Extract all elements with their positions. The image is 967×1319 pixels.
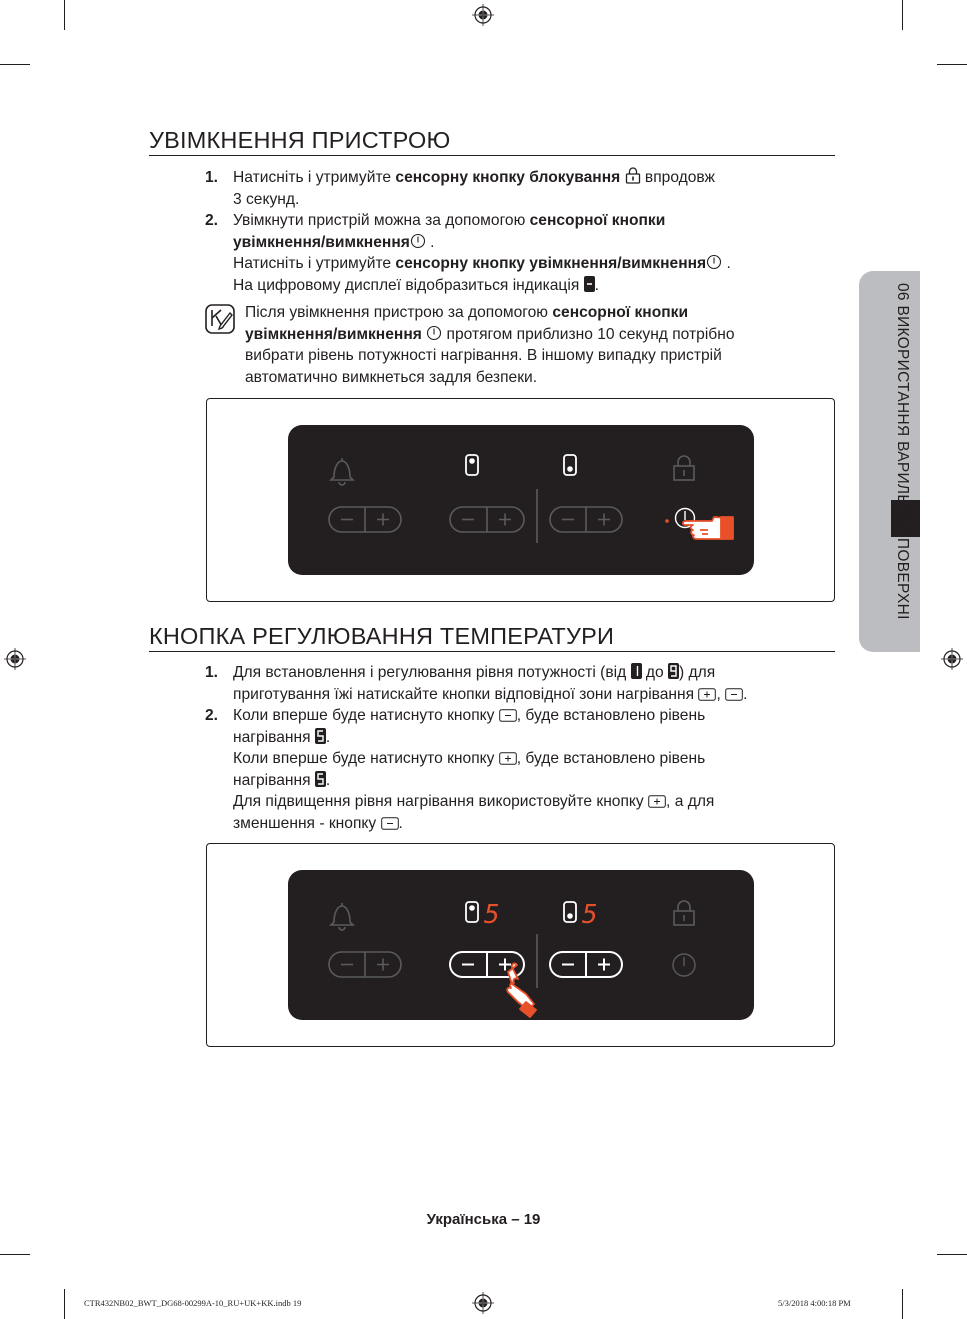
panel-controls: [288, 425, 754, 575]
chapter-label: 06 ВИКОРИСТАННЯ ВАРИЛЬНОЇ ПОВЕРХНІ: [894, 283, 911, 620]
display-level-9-icon: [668, 663, 679, 679]
step-number: 1.: [205, 664, 219, 681]
timer-minus-plus-buttons[interactable]: [329, 952, 401, 977]
power-on-steps: [205, 167, 815, 296]
lock-icon: [674, 456, 694, 480]
zone1-level-display: 5: [484, 900, 500, 930]
display-dash-icon: [584, 276, 595, 292]
list-item: 2. Увімкнути пристрій можна за допомогою сенсорної кнопки увімкнення/вимкнення . Натисніть і утримуйте сенсорну кнопку увімкнення/вимкнення . На цифровому дисплеї відобразиться індикація .: [205, 210, 815, 296]
section-title-temperature-control: КНОПКА РЕГУЛЮВАННЯ ТЕМПЕРАТУРИ: [149, 623, 835, 652]
lock-icon: [674, 901, 694, 925]
pointing-hand-icon: [683, 517, 733, 539]
list-item: 1. Для встановлення і регулювання рівня потужності (від до ) для приготування їжі натискайте кнопки відповідної зони нагрівання , .: [205, 662, 815, 705]
registration-mark-icon: [472, 4, 494, 26]
zone-front-icon: [564, 455, 576, 475]
display-level-1-icon: [631, 663, 642, 679]
crop-mark: [0, 64, 30, 65]
display-level-5-icon: [315, 771, 326, 787]
crop-mark: [0, 1254, 30, 1255]
power-icon: [426, 325, 442, 341]
timer-bell-icon: [331, 903, 353, 930]
zone-rear-icon: [466, 902, 478, 922]
page-number: Українська – 19: [426, 1211, 541, 1228]
plus-button-icon: [698, 688, 716, 701]
temperature-steps: [205, 662, 815, 834]
timer-bell-icon: [331, 458, 353, 485]
crop-mark: [937, 64, 967, 65]
cooktop-control-panel: [288, 870, 754, 1020]
power-icon: [410, 233, 426, 249]
step-number: 2.: [205, 707, 219, 724]
crop-mark: [937, 1254, 967, 1255]
registration-mark-icon: [4, 648, 26, 670]
zone1-minus-plus-buttons[interactable]: [450, 507, 524, 532]
minus-button-icon: [725, 688, 743, 701]
control-panel-figure-1: [206, 398, 835, 602]
print-file-info: CTR432NB02_BWT_DG68-00299A-10_RU+UK+KK.indb 19: [84, 1298, 302, 1308]
zone-front-icon: [564, 902, 576, 922]
panel-controls: [288, 870, 754, 1020]
list-item: 1. Натисніть і утримуйте сенсорну кнопку блокування впродовж 3 секунд.: [205, 167, 815, 210]
crop-mark: [902, 0, 903, 30]
section-title-power-on: УВІМКНЕННЯ ПРИСТРОЮ: [149, 127, 835, 156]
registration-mark-icon: [941, 648, 963, 670]
step-number: 2.: [205, 212, 219, 229]
print-date-time: 5/3/2018 4:00:18 PM: [778, 1298, 851, 1308]
cooktop-control-panel: [288, 425, 754, 575]
power-icon: [706, 254, 722, 270]
zone2-minus-plus-buttons[interactable]: [550, 507, 622, 532]
chapter-side-tab: [859, 271, 920, 652]
zone2-level-display: 5: [582, 900, 598, 930]
zone2-minus-plus-buttons[interactable]: [550, 952, 622, 977]
crop-mark: [64, 1289, 65, 1319]
timer-minus-plus-buttons[interactable]: [329, 507, 401, 532]
control-panel-figure-2: [206, 843, 835, 1047]
crop-mark: [902, 1289, 903, 1319]
crop-mark: [64, 0, 65, 30]
minus-button-icon: [381, 817, 399, 830]
display-level-5-icon: [315, 728, 326, 744]
power-button-icon[interactable]: [673, 954, 695, 976]
step-number: 1.: [205, 169, 219, 186]
plus-button-icon: [499, 752, 517, 765]
registration-mark-icon: [472, 1292, 494, 1314]
safety-note: Після увімкнення пристрою за допомогою сенсорної кнопки увімкнення/вимкнення протягом приблизно 10 секунд потрібно вибрати рівень потужності нагрівання. В іншому випадку пристрій автоматично вимкнеться задля безпеки.: [205, 302, 825, 388]
lock-icon: [625, 167, 641, 184]
zone-rear-icon: [466, 455, 478, 475]
plus-button-icon: [648, 795, 666, 808]
minus-button-icon: [499, 709, 517, 722]
note-icon: [205, 304, 235, 334]
list-item: 2. Коли вперше буде натиснуто кнопку , буде встановлено рівень нагрівання . Коли вперше буде натиснуто кнопку , буде встановлено рівень нагрівання . Для підвищення рівня нагрівання використовуйте кнопку , а для зменшення - кнопку .: [205, 705, 815, 834]
